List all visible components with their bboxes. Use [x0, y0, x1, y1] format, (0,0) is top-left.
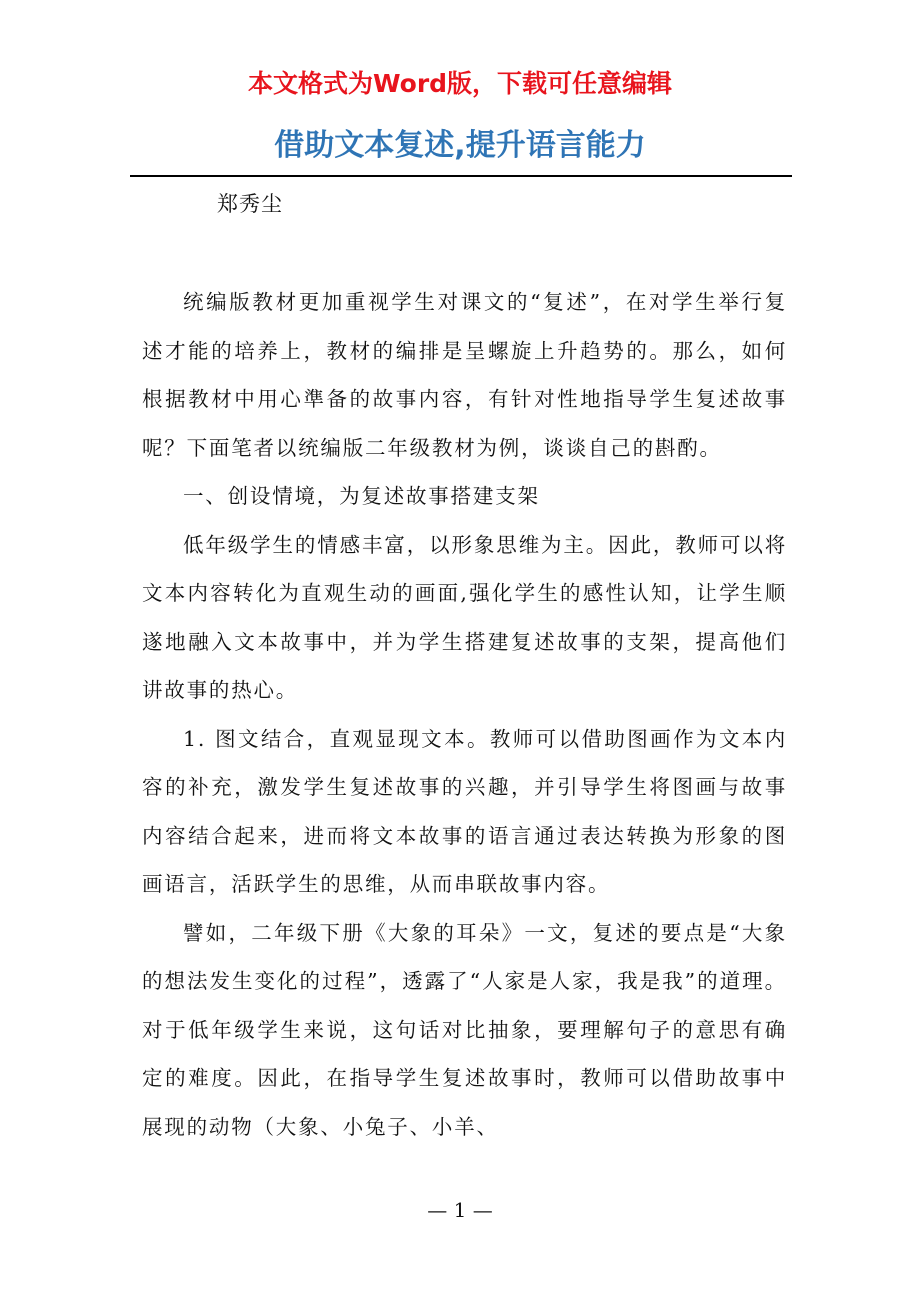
paragraph: 譬如，二年级下册《大象的耳朵》一文，复述的要点是“大象的想法发生变化的过程”，透露了“人家是人家，我是我”的道理。对于低年级学生来说，这句话对比抽象，要理解句子的意思有确定的难度。因此，在指导学生复述故事时，教师可以借助故事中展现的动物（大象、小兔子、小羊、 [142, 920, 787, 1139]
page-number: — 1 — [427, 1198, 493, 1222]
author-name: 郑秀尘 [217, 192, 283, 216]
paragraph: 低年级学生的情感丰富，以形象思维为主。因此，教师可以将文本内容转化为直观生动的画面,强化学生的感性认知，让学生顺遂地融入文本故事中，并为学生搭建复述故事的支架，提高他们讲故事的热心。 [142, 532, 787, 702]
section-heading: 一、创设情境，为复述故事搭建支架 [183, 484, 540, 508]
paragraph: 1. 图文结合，直观显现文本。教师可以借助图画作为文本内容的补充，激发学生复述故事的兴趣，并引导学生将图画与故事内容结合起来，进而将文本故事的语言通过表达转换为形象的图画语言，活跃学生的思维，从而串联故事内容。 [142, 726, 787, 896]
article-body [142, 278, 787, 1151]
format-notice-banner: 本文格式为Word版，下载可任意编辑 [247, 69, 673, 98]
title-divider [130, 175, 792, 177]
article-title: 借助文本复述,提升语言能力 [274, 128, 646, 163]
paragraph-intro: 统编版教材更加重视学生对课文的“复述”，在对学生举行复述才能的培养上，教材的编排是呈螺旋上升趋势的。那么，如何根据教材中用心準备的故事内容，有针对性地指导学生复述故事呢？下面笔者以统编版二年级教材为例，谈谈自己的斟酌。 [142, 290, 787, 460]
